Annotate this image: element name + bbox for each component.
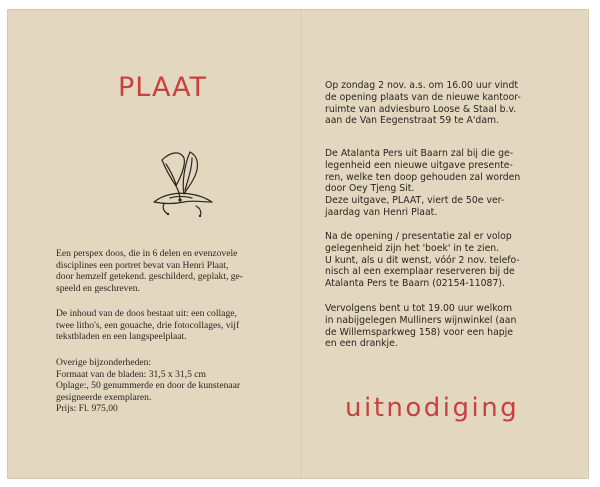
price-line: Prijs: Fl. 975,00 (56, 403, 118, 415)
publication-paragraph (325, 148, 580, 219)
reservation-paragraph (325, 231, 580, 290)
description-paragraph (56, 248, 281, 294)
text-line: de Willemsparkweg 158) voor een hapje (325, 326, 513, 338)
text-line: De inhoud van de doos bestaat uit: een collage, (56, 308, 237, 319)
text-line: legenheid een nieuwe uitgave presente- (325, 159, 513, 171)
text-line: Vervolgens bent u tot 19.00 uur welkom (325, 303, 512, 314)
text-line: en een drankje. (325, 338, 398, 350)
left-panel (8, 10, 301, 478)
text-line: Op zondag 2 nov. a.s. om 16.00 uur vindt (325, 80, 518, 91)
right-panel (303, 10, 588, 478)
text-line: gesigneerde exemplaren. (56, 391, 152, 403)
text-line: disciplines een portret bevat van Henri Plaat, (56, 259, 229, 271)
text-line: Na de opening / presentatie zal er volop (325, 231, 512, 242)
reception-paragraph (325, 303, 580, 350)
page-title: PLAAT (118, 72, 208, 103)
text-line: door Oey Tjeng Sit. (325, 183, 415, 195)
text-line: tekstbladen en een langspeelplaat. (56, 331, 187, 343)
details-paragraph (56, 357, 281, 415)
invitation-card (8, 10, 588, 478)
opening-paragraph (325, 80, 580, 127)
text-line: Atalanta Pers te Baarn (02154-11087). (325, 278, 505, 290)
text-line: Oplage:, 50 genummerde en door de kunstenaar (56, 380, 241, 392)
text-line: de opening plaats van de nieuwe kantoor- (325, 91, 521, 103)
abstract-figure-drawing-icon (140, 142, 220, 222)
text-line: nisch al een exemplaar reserveren bij de (325, 266, 515, 278)
text-line: Overige bijzonderheden: (56, 357, 152, 368)
text-line: ruimte van adviesburo Loose & Staal b.v. (325, 103, 517, 115)
invitation-heading: uitnodiging (345, 393, 520, 423)
text-line: gelegenheid zijn het 'boek' in te zien. (325, 242, 500, 254)
text-line: De Atalanta Pers uit Baarn zal bij die ge- (325, 148, 514, 159)
contents-paragraph (56, 308, 281, 343)
text-line: in nabijgelegen Mulliners wijnwinkel (aan (325, 314, 517, 326)
text-line: speeld en geschreven. (56, 282, 140, 294)
text-line: twee litho's, een gouache, drie fotocollages, vijf (56, 319, 240, 331)
text-line: door hemzelf getekend. geschilderd, geplakt, ge- (56, 271, 244, 283)
text-line: aan de Van Eegenstraat 59 te A'dam. (325, 115, 500, 127)
text-line: jaardag van Henri Plaat. (325, 206, 438, 218)
text-line: U kunt, als u dit wenst, vóór 2 nov. telefo- (325, 254, 520, 266)
text-line: ren, welke ten doop gehouden zal worden (325, 171, 521, 183)
text-line: Formaat van de bladen: 31,5 x 31,5 cm (56, 368, 207, 380)
text-line: Een perspex doos, die in 6 delen en evenzovele (56, 248, 238, 259)
text-line: Deze uitgave, PLAAT, viert de 50e ver- (325, 195, 505, 207)
